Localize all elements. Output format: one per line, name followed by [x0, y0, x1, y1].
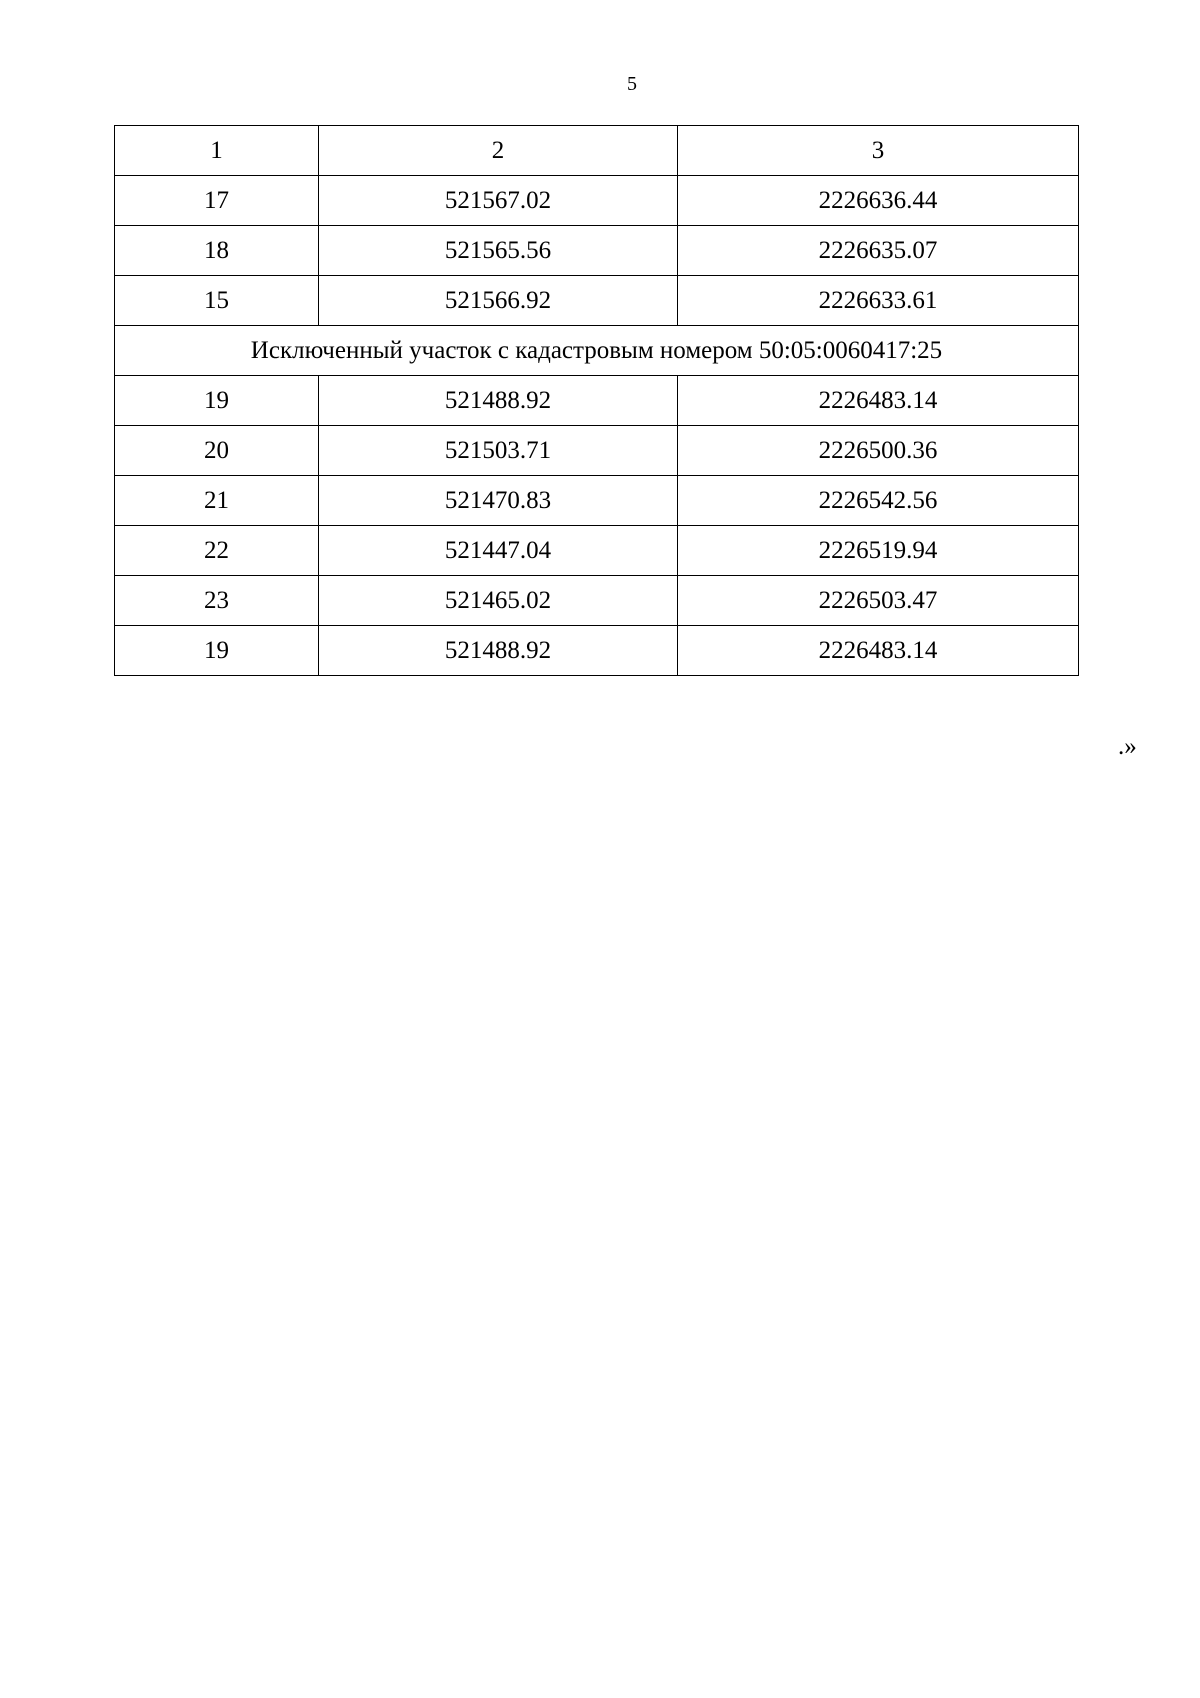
- closing-quote: .»: [1118, 733, 1137, 760]
- coordinate-x: 521567.02: [319, 176, 678, 226]
- coordinate-y: 2226503.47: [678, 576, 1079, 626]
- point-number: 15: [115, 276, 319, 326]
- column-number-1: 1: [115, 126, 319, 176]
- table-row: [115, 276, 1079, 326]
- table-row: [115, 376, 1079, 426]
- coordinate-x: 521566.92: [319, 276, 678, 326]
- column-number-2: 2: [319, 126, 678, 176]
- coordinate-y: 2226636.44: [678, 176, 1079, 226]
- coordinates-table: [114, 125, 1079, 676]
- column-number-3: 3: [678, 126, 1079, 176]
- coordinate-y: 2226635.07: [678, 226, 1079, 276]
- table-row: [115, 226, 1079, 276]
- section-title-row: [115, 326, 1079, 376]
- coordinate-x: 521447.04: [319, 526, 678, 576]
- coordinate-x: 521503.71: [319, 426, 678, 476]
- coordinate-x: 521488.92: [319, 626, 678, 676]
- coordinate-x: 521470.83: [319, 476, 678, 526]
- table-row: [115, 426, 1079, 476]
- point-number: 23: [115, 576, 319, 626]
- point-number: 22: [115, 526, 319, 576]
- point-number: 20: [115, 426, 319, 476]
- coordinate-y: 2226500.36: [678, 426, 1079, 476]
- coordinate-x: 521488.92: [319, 376, 678, 426]
- table-row: [115, 176, 1079, 226]
- point-number: 19: [115, 626, 319, 676]
- coordinate-y: 2226483.14: [678, 626, 1079, 676]
- page-number: 5: [627, 73, 637, 95]
- coordinate-y: 2226633.61: [678, 276, 1079, 326]
- table-row: [115, 476, 1079, 526]
- table-header-row: [115, 126, 1079, 176]
- table-row: [115, 626, 1079, 676]
- coordinate-x: 521565.56: [319, 226, 678, 276]
- table-row: [115, 526, 1079, 576]
- point-number: 17: [115, 176, 319, 226]
- coordinate-y: 2226542.56: [678, 476, 1079, 526]
- point-number: 21: [115, 476, 319, 526]
- coordinate-y: 2226519.94: [678, 526, 1079, 576]
- coordinate-y: 2226483.14: [678, 376, 1079, 426]
- section-title: Исключенный участок с кадастровым номером 50:05:0060417:25: [115, 326, 1079, 376]
- table-row: [115, 576, 1079, 626]
- coordinate-x: 521465.02: [319, 576, 678, 626]
- point-number: 19: [115, 376, 319, 426]
- point-number: 18: [115, 226, 319, 276]
